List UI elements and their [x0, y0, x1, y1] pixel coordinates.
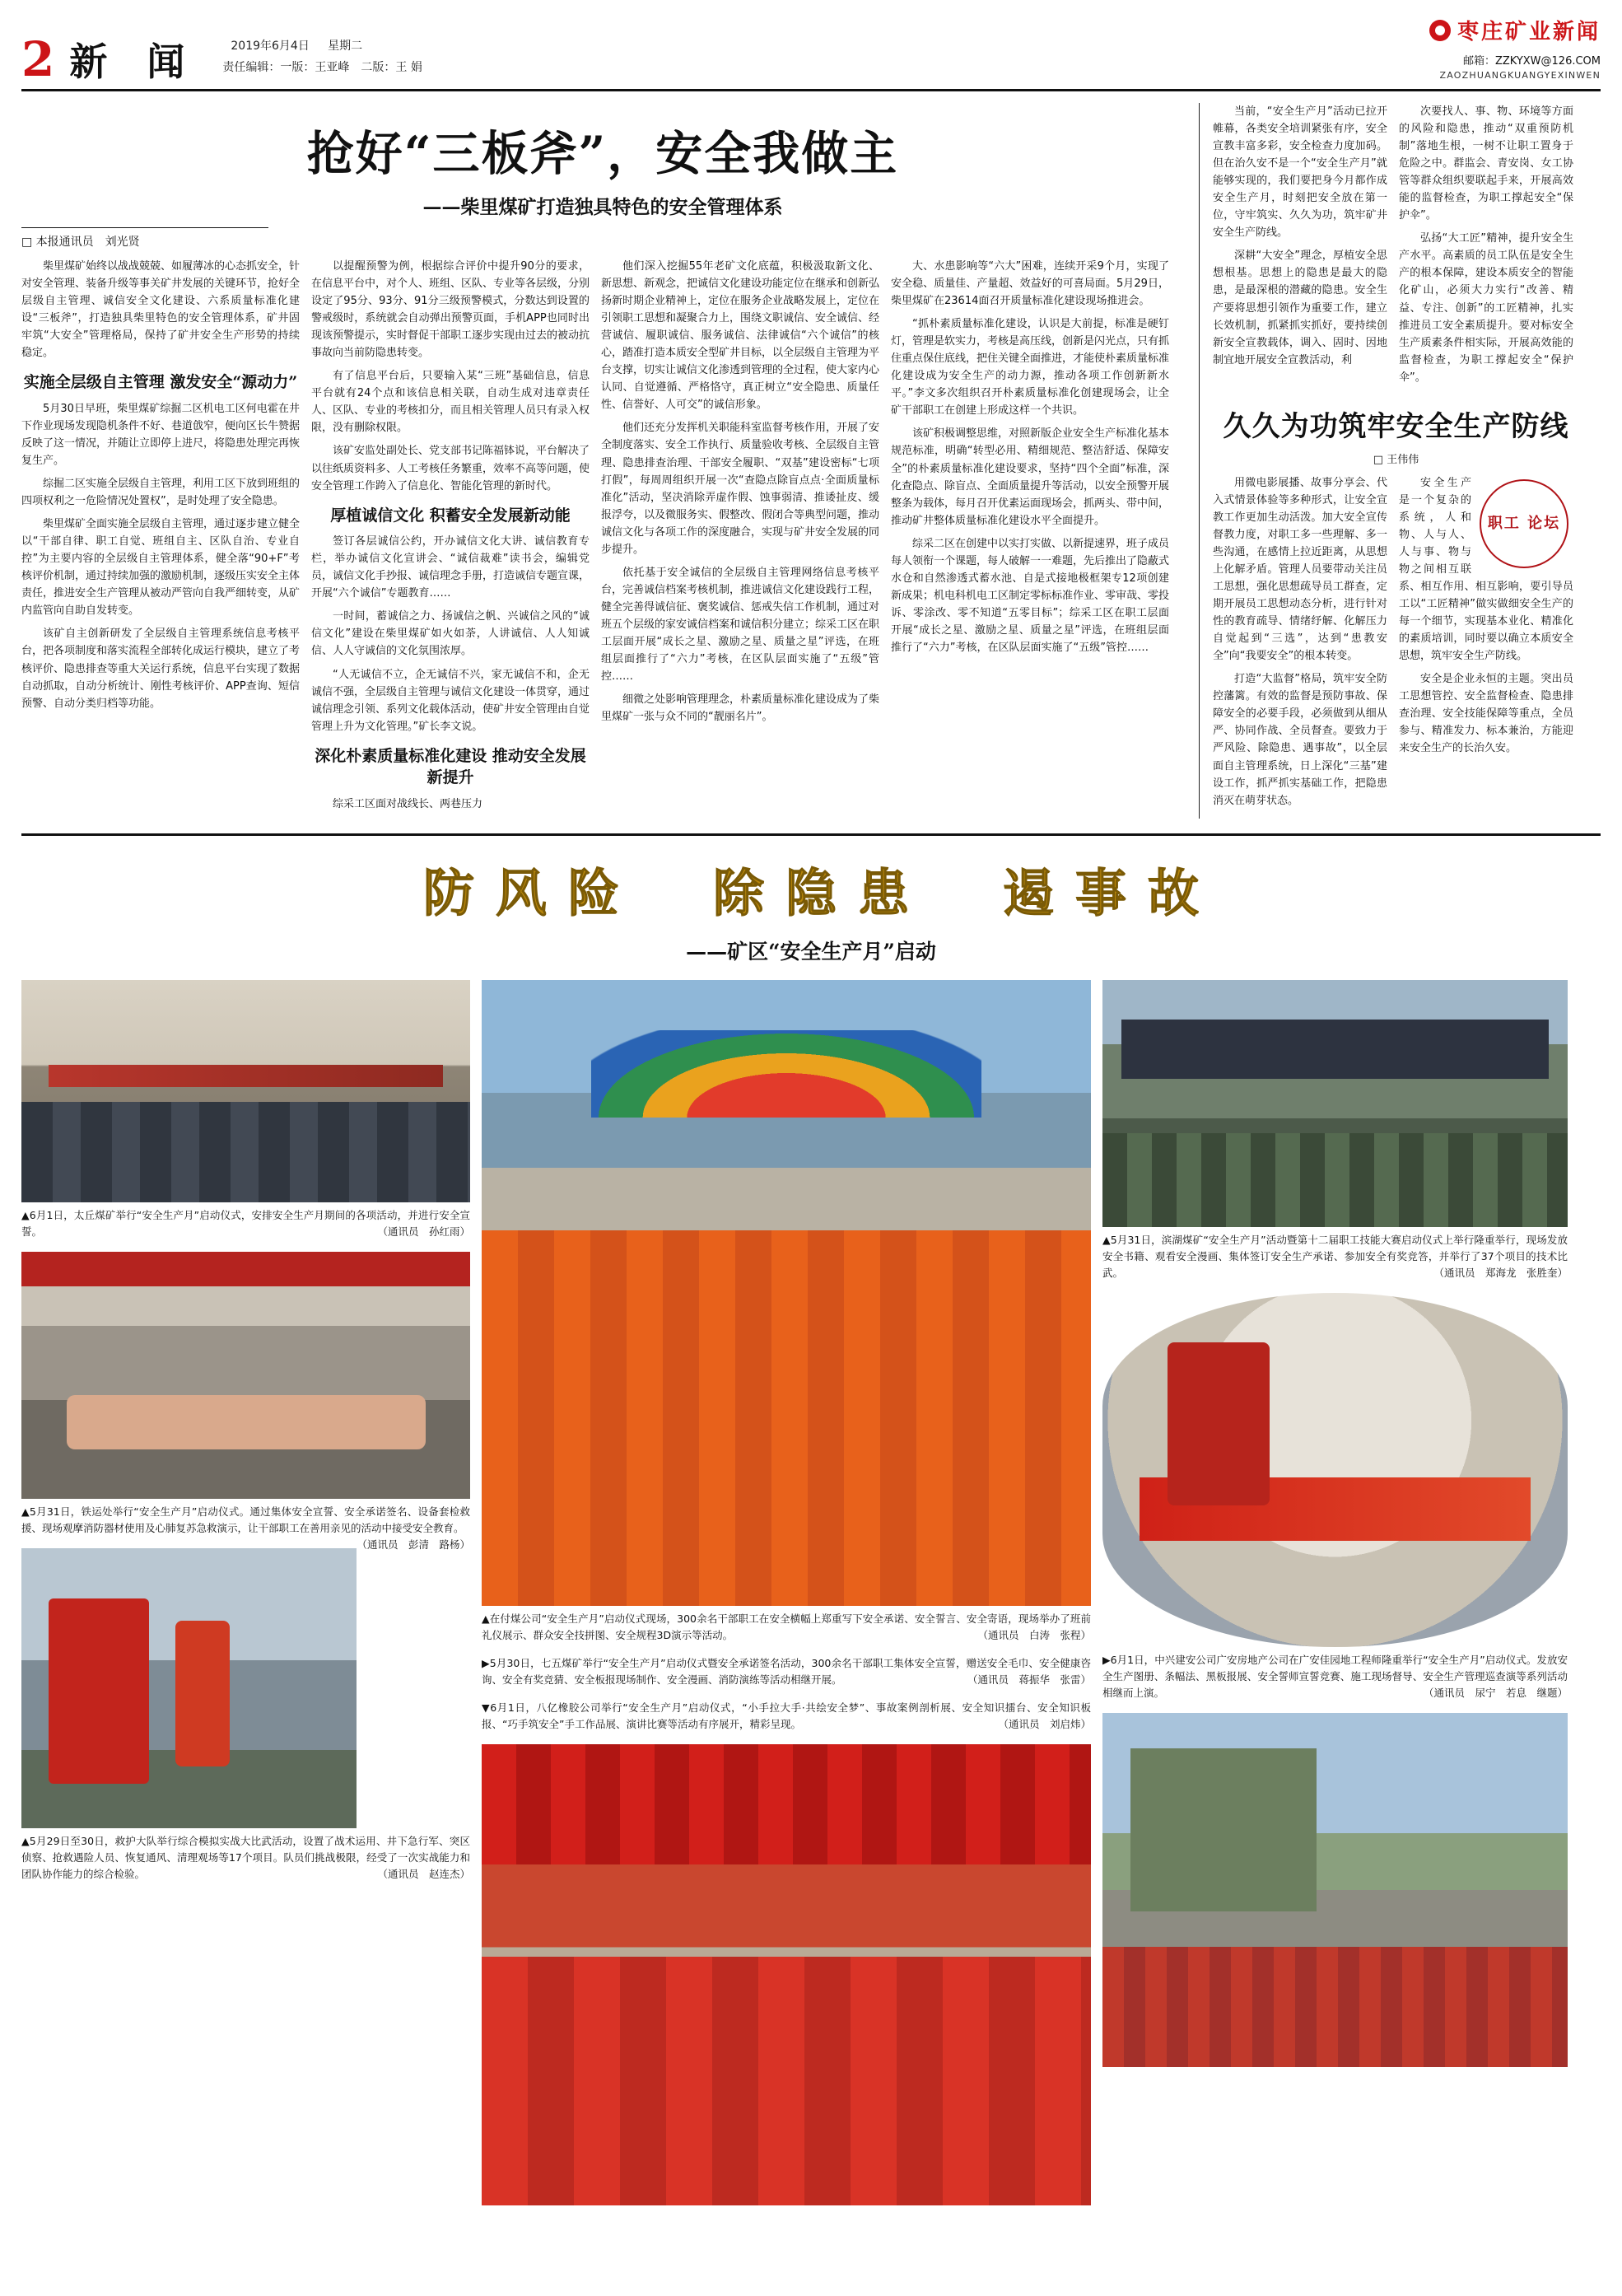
paragraph: 安全是企业永恒的主题。突出员工思想管控、安全监督检查、隐患排查治理、安全技能保障等重点，全员参与、精准发力、标本兼治，方能迎来安全生产的长治久安。	[1399, 673, 1573, 755]
lead-subhead: ——柴里煤矿打造独具特色的安全管理体系	[422, 196, 783, 218]
skills-training-photo	[1102, 980, 1568, 1227]
lead-column-2	[311, 258, 590, 819]
paragraph: 用微电影展播、故事分享会、代入式情景体验等多种形式，让安全宣教工作更加生动活泼。加大安全宣传督教力度，对职工多一些理解、多一些沟通，在感情上拉近距离，从思想上化解矛盾。管理人员要带动关注员工思想，强化思想疏导员工群查，定期开展员工思想动态分析，进行针对性的教育疏导、情绪纾解、化解压力自觉起到“三选”，达到“患教安全”向“我要安全”的根本转变。	[1213, 476, 1387, 663]
photo-column-left	[21, 980, 470, 2205]
commentary-byline: □ 王伟伟	[1373, 453, 1419, 466]
paragraph: 细微之处影响管理理念，朴素质量标准化建设成为了柴里煤矿一张与众不同的“靓丽名片”。	[601, 693, 880, 724]
paragraph: 5月30日早班，柴里煤矿综掘二区机电工区何电霍在井下作业现场发现隐机条件不好、巷道戗窄，便向区长牛赞据反映了这一情况，并随让立即停上进尺，将隐患处理完再恢复生产。	[21, 402, 301, 468]
caption-source: （通讯员 蒋振华 张雷）	[967, 1673, 1091, 1686]
lead-column-3	[601, 258, 879, 819]
caption-text: ▲在付煤公司“安全生产月”启动仪式现场，300余名干部职工在安全横幅上郑重写下安全承诺、安全誓言、安全寄语，现场举办了班前礼仪展示、群众安全技拼图、安全规程3D演示等活动。	[482, 1612, 1091, 1641]
paragraph: 签订各层诚信公约，开办诚信文化大讲、诚信教育专栏，举办诚信文化宣讲会、“诚信裁难”读书会，编辑党员，诚信文化手抄报、诚信理念手册，打造诚信专题宣课，开展“六个诚信”专题教育……	[311, 535, 590, 600]
masthead-brand	[1429, 15, 1601, 81]
lead-column-4	[891, 258, 1169, 819]
caption-text: ▲5月29日至30日，救护大队举行综合模拟实战大比武活动，设置了战术运用、井下急行军、突区侦察、抢救遇险人员、恢复通风、清理观场等17个项目。队员们挑战极限，经受了一次实战能力和团队协作能力的综合检验。	[21, 1834, 470, 1880]
forum-seal: 职工 论坛	[1480, 479, 1568, 568]
lead-subtitle-3: 深化朴素质量标准化建设 推动安全发展新提升	[315, 746, 586, 787]
commentary-col-1	[1213, 103, 1387, 392]
photo-column-right	[1102, 980, 1568, 2205]
paragraph: “人无诚信不立，企无诚信不兴，家无诚信不和，企无诚信不强，全层级自主管理与诚信文化建设一体贯穿，通过诚信理念引领、系列文化载体活动，使矿井安全管理由自觉管理上升为文化管理。”矿长李文说。	[311, 668, 590, 733]
upper-section	[21, 103, 1601, 819]
commentary-body-col-2	[1399, 474, 1573, 815]
caption-source: （通讯员 彭清 路杨）	[357, 1538, 470, 1551]
photo-caption	[21, 1833, 470, 1883]
paragraph: 当前，“安全生产月”活动已拉开帷幕，各类安全培训紧张有序，安全宣教丰富多彩，安全检查力度加码。但在治久安不是一个“安全生产月”就能够实现的，我们要把身今月都作成安全生产月，时刻把安全放在第一位，守牢筑实、久久为功，筑牢矿井安全生产防线。	[1213, 105, 1387, 240]
contact-email: 邮箱：ZZKYXW@126.COM	[1462, 55, 1601, 68]
masthead	[21, 15, 1601, 91]
lead-column-1	[21, 258, 300, 819]
balloon-activity-photo	[482, 1744, 1091, 2205]
paragraph: 他们还充分发挥机关职能科室监督考核作用，开展了安全制度落实、安全工作执行、质量验收考核、全层级自主管理、隐患排查治理、干部安全履职、“双基”建设密标“七项打假”，每周周组织开展一次“查隐点除盲点点·全面质量标准化”活动，坚决消除弄虚作假、蚀事弱清、推诿扯皮、缓报浮夸，以及微服务实、假整改、假闭合等典型问题，推动诚信文化与各项工作的深度融合，实现与矿井安全发展的同步提升。	[601, 422, 880, 556]
photo-note	[482, 1700, 1091, 1733]
lead-subtitle-2: 厚植诚信文化 积蓄安全发展新动能	[330, 506, 571, 525]
photo-caption	[1102, 1652, 1568, 1701]
paragraph: 该矿安监处副处长、党支部书记陈福钵说，平台解决了以往纸质资料多、人工考核任务繁重，效率不高等问题，使安全管理工作跨入了信息化、智能化管理的新时代。	[311, 445, 590, 492]
paragraph: 深耕“大安全”理念，厚植安全思想根基。思想上的隐患是最大的隐患，是最深根的潜藏的隐患。安全生产要将思想引领作为重要工作，建立长效机制，抓紧抓实抓好，要持续创新安全宣教载体，调入、固时、因地制宜地开展安全宣教活动，利	[1213, 250, 1387, 366]
caption-source: （通讯员 郑海龙 张胜奎）	[1433, 1266, 1568, 1279]
paragraph: 有了信息平台后，只要输入某“三班”基础信息，信息平台就有24个点和该信息相关联，自动生成对违章责任人、区队、专业的考核扣分，而且相关管理人员只有录入权限，没有删除权限。	[311, 370, 590, 435]
caption-source: （通讯员 白涛 张程）	[977, 1628, 1091, 1641]
photo-column-middle	[482, 980, 1091, 2205]
paper-name: 枣庄矿业新闻	[1457, 20, 1601, 44]
commentary-body-columns	[1213, 474, 1579, 815]
crowd-ceremony-photo	[482, 980, 1091, 1606]
paragraph: 次要找人、事、物、环境等方面的风险和隐患，推动“双重预防机制”落地生根，一树不让职工置身于危险之中。群监会、青安岗、女工协管等群众组织要联起手来，开展高效能的监督检查，为职工撑起安全“保护伞”。	[1399, 105, 1573, 222]
paragraph: 他们深入挖掘55年老矿文化底蕴，积极汲取新文化、新思想、新观念，把诚信文化建设功能定位在继承和创新弘扬新时期企业精神上，定位在服务企业战略发展上，定位在引领职工思想和凝聚合力上，围绕文职诚信、安全诚信、经营诚信、履职诚信、服务诚信、法律诚信“六个诚信”的核心，踏准打造本质安全型矿井目标，以全层级自主管理为平台支撑，切实让诚信文化渗透到管理的全过程，使大家内心认同、自觉遵循、严格恪守，真正树立“安全隐患、质量任性、信誉好、人可交”的诚信形象。	[601, 260, 880, 412]
lead-columns	[21, 258, 1184, 819]
commentary-top-columns	[1213, 103, 1579, 392]
editors-line: 责任编辑：一版：王亚峰 二版：王 娟	[222, 61, 422, 75]
paragraph: 安全生产是一个复杂的系统，人和物、人与人、人与事、物与物之间相互联系、相互作用、相互影响，要引导员工以“工匠精神”做实做细安全生产的每一个细节，实现基本业化、精准化的素质培训，同时要以确立本质安全思想，筑牢安全生产防线。	[1399, 476, 1573, 663]
commentary-col-2	[1399, 103, 1573, 392]
photo-caption	[482, 1611, 1091, 1644]
paragraph: 综采二区在创建中以实打实做、以新提速界，班子成员每人领衔一个课题，每人破解一一难题，先后推出了隐蔽式水仓和自然渗透式蓄水池、自是式接地极框架专12项创建新成果；机电科机电工区制定零标标准作业、零审哉、零投诉、零涂改、零不知道“五零目标”；综采工区在职工层面开展“成长之星、激励之星、质量之星”评选，在班组层面推行了“六力”考核，在区队层面实施了“五级”管控……	[891, 537, 1170, 654]
commentary-headline: 久久为功筑牢安全生产防线	[1223, 409, 1569, 443]
caption-source: （通讯员 赵连杰）	[377, 1867, 470, 1880]
meeting-photo	[21, 980, 470, 1202]
issue-date: 2019年6月4日	[231, 39, 310, 53]
paragraph: “抓朴素质量标准化建设，认识是大前提，标准是硬钉灯，管理是软实力，考核是高压线，创新是闪光点，只有抓住重点保住底线，把住关键全面推进，才能使朴素质量标准化建设成为安全生产的动力源，推动各项工作创新新水平。”李文多次组织召开朴素质量标准化创建现场会，让全矿干部职工在创建上形成这样一个共识。	[891, 318, 1170, 418]
caption-text: ▲6月1日，太丘煤矿举行“安全生产月”启动仪式，安排安全生产月期间的各项活动，并进行安全宣誓。	[21, 1208, 470, 1238]
paper-logo	[1429, 15, 1601, 45]
paper-pinyin: ZAOZHUANGKUANGYEXINWEN	[1439, 70, 1601, 81]
page-number: 2	[21, 30, 55, 87]
photo-note	[482, 1655, 1091, 1688]
section-title: 新 闻	[69, 40, 198, 84]
byline-rule	[21, 227, 268, 228]
caption-source: （通讯员 孙红雨）	[377, 1225, 470, 1238]
photo-feature	[21, 833, 1601, 2205]
paragraph: 综采工区面对战线长、两巷压力	[333, 797, 483, 810]
paragraph: 打造“大监督”格局，筑牢安全防控藩篱。有效的监督是预防事故、保障安全的必要手段，必须做到从细从严、协同作战、全员督查。要致力于严风险、除隐患、遇事故”，以全层面自主管理系统，日上深化“三基”建设工作，抓严抓实基础工作，把隐患消灭在萌芽状态。	[1213, 673, 1387, 807]
paragraph: 综掘二区实施全层级自主管理，利用工区下放到班组的四项权利之一危险情况处置权”，是时处理了安全隐患。	[21, 478, 301, 508]
commentary-body-col-1	[1213, 474, 1387, 815]
paragraph: 以提醒预警为例，根据综合评价中提升90分的要求，在信息平台中，对个人、班组、区队、专业等各层级，分别设定了95分、93分、91分三级预警模式，分数达到设置的警戒级时，系统就会自动弹出预警页面，手机APP也同时出现该预警提示，实时督促干部职工逐步实现由过去的被动抗事故向当前防隐患转变。	[311, 260, 590, 360]
caption-source: （通讯员 尿宁 若息 继题）	[1423, 1686, 1568, 1699]
commentary-article	[1199, 103, 1579, 819]
logo-mark-icon	[1429, 20, 1451, 41]
feature-title: 防风险 除隐患 遏事故	[422, 862, 1220, 923]
paragraph: 依托基于安全诚信的全层级自主管理网络信息考核平台，完善诚信档案考核机制，推进诚信文化建设践行工程，健全完善得诚信征、褒奖诚信、惩戒失信工作机制，通过对班五个层级的家安诚信档案和诚信积分建立；综采工区在职工层面开展“成长之星、激励之星、质量之星”评选，在班组层面推行了“六力”考核，在区队层面实施了“五级”管控……	[601, 566, 880, 684]
rescue-drill-photo	[21, 1252, 470, 1499]
paragraph: 柴里煤矿始终以战战兢兢、如履薄冰的心态抓安全，针对安全管理、装备升级等事关矿井发展的关键环节，抢好全层级自主管理、诚信安全文化建设、六系质量标准化建设“三板斧”，打造独具柴里特色的安全管理体系，矿井固牢筑“大安全”管理格局，保持了矿井安全生产形势的持续稳定。	[21, 260, 301, 360]
construction-site-photo	[1102, 1713, 1568, 2067]
photo-caption	[21, 1504, 470, 1551]
paragraph: 一时间，蓄诚信之力、扬诚信之帆、兴诚信之风的“诚信文化”建设在柴里煤矿如火如荼，人讲诚信、人人知诚信、人人守诚信的文化氛围浓厚。	[311, 610, 590, 658]
photo-caption	[21, 1207, 470, 1240]
lead-subtitle-1: 实施全层级自主管理 激发安全“源动力”	[23, 373, 298, 392]
caption-text: ▶5月30日，七五煤矿举行“安全生产月”启动仪式暨安全承诺签名活动，300余名干部职工集体安全宣誓，赠送安全毛巾、安全健康咨询、安全有奖竞猜、安全板报现场制作、安全漫画、消防演练等活动相继开展。	[482, 1656, 1091, 1686]
issue-weekday: 星期二	[328, 39, 363, 53]
paragraph: 弘扬“大工匠”精神，提升安全生产水平。高素质的员工队伍是安全生产的根本保障，建设本质安全的智能化矿山，必须大力实行“改善、精益、专注、创新”的工匠精神，扎实推进员工安全素质提升。要对标安全生产质素条件相实际，开展高效能的监督检查，为职工撑起安全“保护伞”。	[1399, 232, 1573, 384]
ribbon-photo	[1102, 1293, 1568, 1647]
caption-text: ▲5月31日，滨湖煤矿“安全生产月”活动暨第十二届职工技能大赛启动仪式上举行隆重举行，现场发放安全书籍、观看安全漫画、集体签订安全生产承诺、参加安全有奖竞答，并举行了37个项目的技术比武。	[1102, 1233, 1568, 1279]
lead-headline: 抢好“三板斧”，安全我做主	[306, 126, 899, 181]
paragraph: 大、水患影响等“六大”困难，连续开采9个月，实现了安全稳、质量佳、产量超、效益好的可喜局面。5月29日，柴里煤矿在23614面召开质量标准化建设现场推进会。	[891, 260, 1169, 308]
photo-caption	[1102, 1232, 1568, 1281]
lead-article	[21, 103, 1199, 819]
fire-climb-photo	[21, 1548, 357, 1828]
paragraph: 柴里煤矿全面实施全层级自主管理，通过逐步建立健全以“干部自律、职工自觉、班组自主、区队自治、专业自控”为主要内容的全层级自主管理体系，健全落“90+F”考核评价机制，通过持续加强的激励机制，逐级压实安全主体责任，推进安全生产管理从被动严管向自我严细转变，从矿内监管向自助自发转变。	[21, 518, 301, 618]
lead-byline: □ 本报通讯员 刘光贤	[21, 236, 140, 249]
paragraph: 该矿积极调整思维，对照新版企业安全生产标准化基本规范标准，明确“转型必用、精细规范、整洁舒适、保障安全”的朴素质量标准化建设要求，坚持“四个全面”标准，深化查隐点、除盲点、全面质量提升等活动，以安全预警开展整条为载体，每月召开优素运面现场会，抓两头、带中间，推动矿井整体质量标准化建设水平全面提升。	[891, 427, 1170, 527]
caption-text: ▲5月31日，铁运处举行“安全生产月”启动仪式。通过集体安全宣誓、安全承诺签名、设备套检救援、现场观摩消防器材使用及心肺复苏急救演示，让干部职工在善用亲见的活动中接受安全教育。	[21, 1505, 470, 1534]
photo-grid	[21, 980, 1601, 2205]
caption-source: （通讯员 刘启炜）	[998, 1717, 1091, 1730]
caption-text: ▶6月1日，中兴建安公司广安房地产公司在广安佳园地工程师隆重举行“安全生产月”启动仪式。发放安全生产图册、条幅法、黑板报展、安全誓师宣誓竞赛、施工现场督导、安全生产管理巡查演等系列活动相继而上演。	[1102, 1653, 1568, 1699]
caption-text: ▼6月1日，八亿橡胶公司举行“安全生产月”启动仪式，“小手拉大手·共绘安全梦”、事故案例剖析展、安全知识擂台、安全知识板报、“巧手筑安全”手工作品展、演讲比赛等活动有序展开，精彩呈现。	[482, 1701, 1091, 1730]
masthead-meta	[222, 35, 422, 79]
paragraph: 该矿自主创新研发了全层级自主管理系统信息考核平台，把各项制度和落实流程全部转化成运行模块，建立了考核评价、隐患排查等重大关运行系统，信息平台实现了数据自动抓取，自动分析统计、刚性考核评价、APP查询、短信预警、自动分类归档等功能。	[21, 628, 301, 710]
feature-subtitle: ——矿区“安全生产月”启动	[686, 939, 936, 964]
